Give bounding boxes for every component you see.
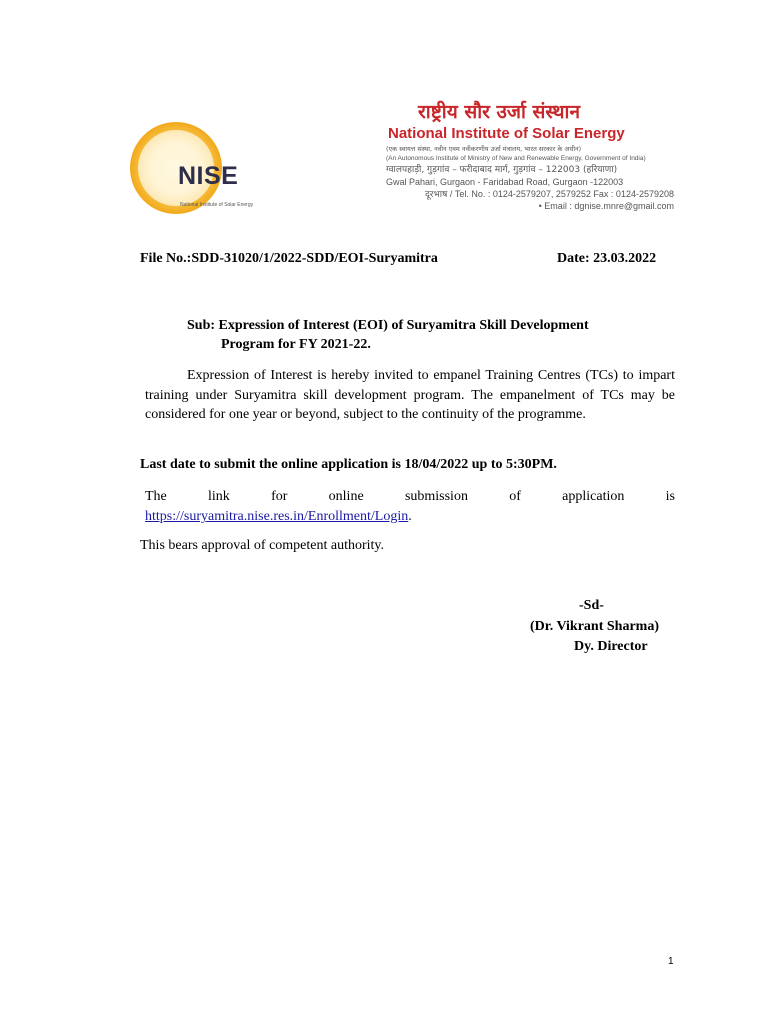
word: The (145, 489, 167, 504)
word: online (328, 489, 364, 504)
body-paragraph: Expression of Interest is hereby invited to empanel Training Centres (TCs) to impart training under Suryamitra skill development program. The empanelment of TCs may be considered for one year or beyond, subject to the continuity of the programme. (145, 368, 675, 422)
subject (187, 316, 589, 354)
status-hindi: (एक स्वायत्त संस्था, नवीन एवम नवीकरणीय उर्जा मंत्रालय, भारत सरकार के अधीन) (386, 145, 582, 153)
link-line (145, 507, 675, 527)
approval-note: This bears approval of competent authority. (140, 538, 385, 553)
letterhead (96, 88, 700, 228)
phone-fax: दूरभाष / Tel. No. : 0124-2579207, 2579252 Fax : 0124-2579208 (425, 189, 674, 199)
subject-line-1: Sub: Expression of Interest (EOI) of Suryamitra Skill Development (187, 318, 589, 333)
nise-logo (124, 120, 274, 215)
word: for (271, 489, 288, 504)
last-date-notice: Last date to submit the online application is 18/04/2022 up to 5:30PM. (140, 457, 557, 472)
page-number: 1 (668, 956, 674, 967)
email: • Email : dgnise.mnre@gmail.com (538, 201, 674, 211)
signatory-designation: Dy. Director (574, 639, 648, 654)
address-hindi: ग्वालपहाड़ी, गुड़गांव – फरीदाबाद मार्ग, गुड़गांव – 122003 (हरियाणा) (386, 165, 618, 175)
link-paragraph (145, 487, 675, 527)
signature-block (520, 596, 690, 658)
word: submission (404, 489, 468, 504)
file-number: File No.:SDD-31020/1/2022-SDD/EOI-Suryamitra (140, 251, 438, 266)
institute-name-english: National Institute of Solar Energy (388, 125, 625, 142)
address-english: Gwal Pahari, Gurgaon - Faridabad Road, Gurgaon -122003 (386, 177, 624, 187)
subject-line-2: Program for FY 2021-22. (221, 337, 371, 352)
link-trailing-period: . (408, 509, 412, 524)
signatory-name: (Dr. Vikrant Sharma) (530, 618, 659, 634)
word: of (509, 489, 521, 504)
word: application (562, 489, 625, 504)
institute-details (374, 100, 674, 212)
word: is (665, 489, 675, 504)
enrollment-login-link[interactable]: https://suryamitra.nise.res.in/Enrollment/Login (145, 509, 409, 524)
letter-date: Date: 23.03.2022 (557, 251, 657, 266)
logo-text: NISE (178, 162, 239, 190)
link-paragraph-words (145, 487, 675, 507)
signature-sd: -Sd- (579, 598, 604, 613)
status-english: (An Autonomous Institute of Ministry of New and Renewable Energy, Government of India) (386, 155, 646, 162)
logo-subtext: National Institute of Solar Energy (180, 202, 254, 208)
institute-name-hindi: राष्ट्रीय सौर उर्जा संस्थान (418, 101, 581, 123)
word: link (208, 489, 230, 504)
